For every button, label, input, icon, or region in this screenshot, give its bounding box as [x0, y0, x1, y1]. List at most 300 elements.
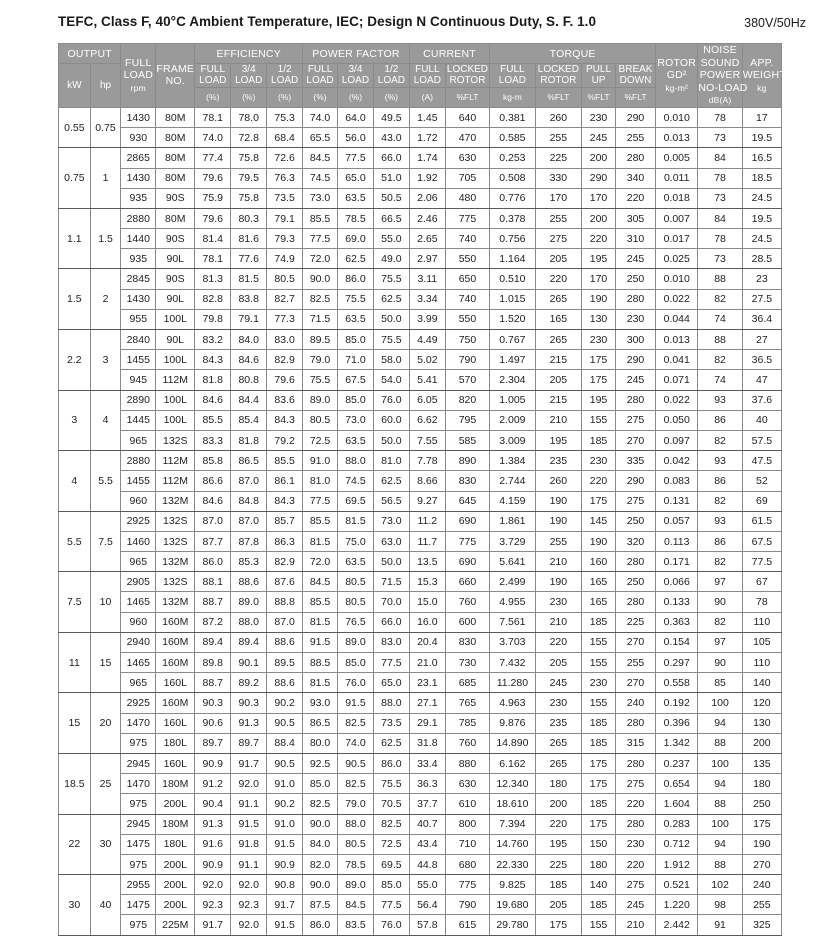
table-cell: 85.0 [337, 653, 373, 673]
table-cell: 75.9 [195, 188, 231, 208]
table-cell: 975 [121, 733, 156, 753]
table-cell: 0.767 [490, 330, 535, 350]
table-cell: 180L [156, 834, 195, 854]
table-cell: 92.5 [303, 753, 338, 773]
table-cell: 2.009 [490, 410, 535, 430]
table-cell: 130 [742, 713, 781, 733]
table-cell: 0.010 [656, 107, 698, 127]
table-cell: 86.6 [195, 471, 231, 491]
table-cell: 90.5 [337, 753, 373, 773]
table-cell: 86.0 [337, 269, 373, 289]
table-cell: 89.0 [337, 632, 373, 652]
table-cell: 280 [615, 289, 655, 309]
output-kw-cell: 4 [59, 451, 91, 512]
table-cell: 21.0 [409, 653, 445, 673]
table-cell: 91.3 [195, 814, 231, 834]
table-cell: 86.5 [231, 451, 267, 471]
table-cell: 19.5 [742, 128, 781, 148]
table-cell: 82.5 [337, 774, 373, 794]
table-cell: 245 [615, 370, 655, 390]
table-cell: 205 [535, 653, 582, 673]
output-kw-cell: 0.75 [59, 148, 91, 209]
table-cell: 90.9 [195, 753, 231, 773]
table-cell: 77.6 [231, 249, 267, 269]
table-cell: 132M [156, 592, 195, 612]
table-cell: 29.1 [409, 713, 445, 733]
table-cell: 82 [698, 612, 742, 632]
table-cell: 76.3 [267, 168, 303, 188]
table-row [59, 330, 782, 350]
table-cell: 3.703 [490, 632, 535, 652]
table-cell: 585 [445, 430, 489, 450]
table-cell: 90.0 [303, 814, 338, 834]
table-cell: 935 [121, 249, 156, 269]
table-row [59, 410, 782, 430]
output-kw-cell: 30 [59, 875, 91, 936]
table-cell: 81.5 [303, 612, 338, 632]
table-cell: 0.066 [656, 572, 698, 592]
table-cell: 160M [156, 693, 195, 713]
table-cell: 94 [698, 834, 742, 854]
table-cell: 1.45 [409, 107, 445, 127]
table-cell: 6.162 [490, 753, 535, 773]
table-cell: 270 [615, 632, 655, 652]
output-hp-cell: 7.5 [90, 511, 121, 572]
table-cell: 80.5 [337, 592, 373, 612]
table-cell: 100 [698, 753, 742, 773]
table-cell: 82.9 [267, 552, 303, 572]
table-cell: 155 [582, 693, 616, 713]
table-cell: 2890 [121, 390, 156, 410]
table-cell: 82 [698, 552, 742, 572]
table-cell: 85.0 [337, 390, 373, 410]
table-cell: 200 [535, 794, 582, 814]
table-cell: 155 [582, 653, 616, 673]
current-full-load-header: FULL LOAD [409, 64, 445, 88]
unit-label: %FLT [582, 87, 616, 107]
table-cell: 63.5 [337, 430, 373, 450]
table-cell: 155 [582, 410, 616, 430]
table-cell: 215 [535, 390, 582, 410]
table-cell: 690 [445, 552, 489, 572]
table-cell: 73.5 [267, 188, 303, 208]
table-cell: 47.5 [742, 451, 781, 471]
table-cell: 1475 [121, 895, 156, 915]
table-cell: 0.042 [656, 451, 698, 471]
table-cell: 265 [535, 330, 582, 350]
table-cell: 93 [698, 390, 742, 410]
table-cell: 0.712 [656, 834, 698, 854]
table-cell: 90.5 [267, 713, 303, 733]
table-cell: 85.5 [303, 511, 338, 531]
table-cell: 83.0 [267, 330, 303, 350]
table-row [59, 592, 782, 612]
output-kw-cell: 0.55 [59, 107, 91, 147]
output-kw-cell: 1.1 [59, 208, 91, 269]
table-cell: 690 [445, 511, 489, 531]
table-cell: 2955 [121, 875, 156, 895]
table-cell: 245 [582, 128, 616, 148]
table-cell: 91.6 [195, 834, 231, 854]
table-row [59, 168, 782, 188]
table-cell: 72.5 [373, 834, 409, 854]
table-cell: 20.4 [409, 632, 445, 652]
table-cell: 67.5 [337, 370, 373, 390]
table-cell: 56.5 [373, 491, 409, 511]
power-factor-group-header: POWER FACTOR [303, 44, 410, 64]
table-cell: 62.5 [337, 249, 373, 269]
table-cell: 85.3 [231, 552, 267, 572]
table-cell: 80M [156, 128, 195, 148]
table-cell: 74.0 [303, 107, 338, 127]
table-cell: 88.0 [337, 814, 373, 834]
table-cell: 80.5 [267, 269, 303, 289]
table-cell: 240 [615, 693, 655, 713]
table-cell: 1470 [121, 713, 156, 733]
table-cell: 80M [156, 148, 195, 168]
table-cell: 270 [615, 673, 655, 693]
table-cell: 0.007 [656, 208, 698, 228]
table-cell: 220 [535, 632, 582, 652]
table-cell: 290 [615, 471, 655, 491]
table-cell: 91.3 [231, 713, 267, 733]
table-row [59, 491, 782, 511]
table-cell: 87.8 [231, 531, 267, 551]
table-cell: 180L [156, 733, 195, 753]
table-cell: 90L [156, 330, 195, 350]
table-cell: 245 [615, 249, 655, 269]
table-cell: 4.963 [490, 693, 535, 713]
table-cell: 140 [742, 673, 781, 693]
table-cell: 88 [698, 854, 742, 874]
table-cell: 470 [445, 128, 489, 148]
table-row [59, 854, 782, 874]
table-cell: 24.5 [742, 188, 781, 208]
table-cell: 82.8 [195, 289, 231, 309]
table-cell: 225M [156, 915, 195, 935]
table-cell: 88 [698, 269, 742, 289]
table-cell: 660 [445, 572, 489, 592]
table-cell: 75.5 [373, 330, 409, 350]
table-cell: 97 [698, 632, 742, 652]
table-cell: 73 [698, 188, 742, 208]
table-cell: 175 [535, 915, 582, 935]
table-cell: 83.8 [231, 289, 267, 309]
table-cell: 975 [121, 915, 156, 935]
table-cell: 47 [742, 370, 781, 390]
table-row [59, 249, 782, 269]
table-row [59, 733, 782, 753]
table-cell: 0.097 [656, 430, 698, 450]
table-cell: 230 [615, 309, 655, 329]
table-cell: 265 [535, 753, 582, 773]
table-cell: 87.6 [267, 572, 303, 592]
table-cell: 1.164 [490, 249, 535, 269]
table-cell: 63.5 [337, 552, 373, 572]
output-kw-cell: 2.2 [59, 330, 91, 391]
torque-full-load-header: FULL LOAD [490, 64, 535, 88]
table-cell: 965 [121, 673, 156, 693]
table-cell: 0.521 [656, 875, 698, 895]
table-cell: 80.5 [303, 410, 338, 430]
table-cell: 84 [698, 148, 742, 168]
table-cell: 265 [535, 289, 582, 309]
table-cell: 82 [698, 491, 742, 511]
table-cell: 98 [698, 895, 742, 915]
output-hp-cell: 4 [90, 390, 121, 451]
table-cell: 85.5 [195, 410, 231, 430]
table-cell: 2.97 [409, 249, 445, 269]
table-cell: 140 [582, 875, 616, 895]
table-cell: 93 [698, 511, 742, 531]
table-cell: 2925 [121, 693, 156, 713]
table-cell: 175 [582, 814, 616, 834]
table-cell: 57.8 [409, 915, 445, 935]
table-cell: 0.044 [656, 309, 698, 329]
table-cell: 79.6 [195, 168, 231, 188]
table-row [59, 430, 782, 450]
table-cell: 83.6 [267, 390, 303, 410]
table-cell: 89.7 [231, 733, 267, 753]
table-row [59, 693, 782, 713]
table-cell: 760 [445, 733, 489, 753]
table-cell: 220 [582, 471, 616, 491]
table-cell: 16.5 [742, 148, 781, 168]
output-hp-cell: 40 [90, 875, 121, 936]
table-cell: 2880 [121, 208, 156, 228]
table-cell: 73.0 [303, 188, 338, 208]
table-cell: 305 [615, 208, 655, 228]
table-cell: 15.3 [409, 572, 445, 592]
table-cell: 205 [535, 895, 582, 915]
table-cell: 94 [698, 713, 742, 733]
table-cell: 310 [615, 229, 655, 249]
table-cell: 84.5 [303, 572, 338, 592]
table-cell: 86.0 [195, 552, 231, 572]
table-cell: 81.3 [195, 269, 231, 289]
table-cell: 2.06 [409, 188, 445, 208]
table-cell: 11.280 [490, 673, 535, 693]
table-row [59, 572, 782, 592]
table-cell: 2.442 [656, 915, 698, 935]
pf-full-load-header: FULL LOAD [303, 64, 338, 88]
table-cell: 2.46 [409, 208, 445, 228]
table-cell: 2880 [121, 451, 156, 471]
table-cell: 230 [535, 693, 582, 713]
torque-locked-rotor-header: LOCKED ROTOR [535, 64, 582, 88]
table-cell: 255 [535, 128, 582, 148]
table-cell: 76.0 [373, 915, 409, 935]
table-cell: 88.5 [303, 653, 338, 673]
table-cell: 4.49 [409, 330, 445, 350]
table-cell: 16.0 [409, 612, 445, 632]
table-cell: 1430 [121, 168, 156, 188]
table-cell: 84.5 [303, 148, 338, 168]
table-cell: 680 [445, 854, 489, 874]
table-cell: 2905 [121, 572, 156, 592]
table-cell: 170 [535, 188, 582, 208]
table-cell: 85.0 [337, 330, 373, 350]
table-cell: 0.283 [656, 814, 698, 834]
table-cell: 480 [445, 188, 489, 208]
table-cell: 27.1 [409, 693, 445, 713]
table-cell: 78.5 [337, 854, 373, 874]
output-hp-cell: 25 [90, 753, 121, 814]
table-cell: 73 [698, 128, 742, 148]
table-cell: 280 [615, 814, 655, 834]
table-cell: 180 [535, 774, 582, 794]
table-cell: 87.2 [195, 612, 231, 632]
table-cell: 63.5 [337, 188, 373, 208]
table-cell: 50.0 [373, 552, 409, 572]
table-cell: 645 [445, 491, 489, 511]
table-cell: 86.3 [267, 531, 303, 551]
table-cell: 160M [156, 632, 195, 652]
output-kw-cell: 18.5 [59, 753, 91, 814]
table-cell: 290 [615, 107, 655, 127]
table-cell: 265 [535, 733, 582, 753]
output-hp-cell: 30 [90, 814, 121, 875]
table-cell: 155 [582, 915, 616, 935]
table-cell: 78.1 [195, 249, 231, 269]
table-cell: 77.4 [195, 148, 231, 168]
table-row [59, 794, 782, 814]
table-cell: 79.8 [195, 309, 231, 329]
table-cell: 0.133 [656, 592, 698, 612]
table-cell: 165 [535, 309, 582, 329]
table-cell: 1.604 [656, 794, 698, 814]
table-cell: 14.760 [490, 834, 535, 854]
table-cell: 36.3 [409, 774, 445, 794]
table-cell: 550 [445, 249, 489, 269]
table-cell: 170 [582, 188, 616, 208]
table-cell: 40.7 [409, 814, 445, 834]
table-cell: 185 [582, 895, 616, 915]
table-cell: 2.65 [409, 229, 445, 249]
table-cell: 6.62 [409, 410, 445, 430]
table-row [59, 632, 782, 652]
table-cell: 89.8 [195, 653, 231, 673]
table-cell: 62.5 [373, 289, 409, 309]
table-row [59, 875, 782, 895]
table-cell: 88 [698, 330, 742, 350]
table-cell: 50.0 [373, 309, 409, 329]
output-group-header: OUTPUT [59, 44, 121, 64]
table-cell: 82.0 [303, 854, 338, 874]
table-cell: 90L [156, 249, 195, 269]
table-cell: 132S [156, 430, 195, 450]
table-cell: 250 [615, 269, 655, 289]
table-row [59, 107, 782, 127]
table-cell: 80M [156, 168, 195, 188]
table-row [59, 148, 782, 168]
table-cell: 88.7 [195, 592, 231, 612]
table-cell: 210 [535, 612, 582, 632]
table-cell: 88.0 [231, 612, 267, 632]
table-cell: 185 [582, 430, 616, 450]
table-cell: 0.510 [490, 269, 535, 289]
unit-label: (%) [267, 87, 303, 107]
table-cell: 200L [156, 895, 195, 915]
table-cell: 1.015 [490, 289, 535, 309]
table-cell: 290 [615, 350, 655, 370]
table-cell: 84.3 [267, 410, 303, 430]
table-cell: 270 [742, 854, 781, 874]
table-cell: 7.432 [490, 653, 535, 673]
table-row [59, 229, 782, 249]
table-cell: 0.558 [656, 673, 698, 693]
table-cell: 73 [698, 249, 742, 269]
table-cell: 74.0 [195, 128, 231, 148]
table-row [59, 309, 782, 329]
table-cell: 75.8 [231, 148, 267, 168]
table-cell: 175 [582, 370, 616, 390]
table-cell: 0.131 [656, 491, 698, 511]
table-cell: 760 [445, 592, 489, 612]
table-cell: 0.041 [656, 350, 698, 370]
table-cell: 83.3 [195, 430, 231, 450]
table-cell: 1460 [121, 531, 156, 551]
table-cell: 50.5 [373, 188, 409, 208]
table-cell: 775 [445, 208, 489, 228]
torque-break-down-header: BREAK DOWN [615, 64, 655, 88]
table-cell: 280 [615, 713, 655, 733]
table-cell: 92.0 [231, 875, 267, 895]
table-cell: 0.253 [490, 148, 535, 168]
table-cell: 185 [582, 794, 616, 814]
table-cell: 78 [742, 592, 781, 612]
table-cell: 79.5 [231, 168, 267, 188]
table-cell: 230 [582, 330, 616, 350]
table-cell: 75.5 [373, 269, 409, 289]
table-cell: 9.876 [490, 713, 535, 733]
table-cell: 280 [615, 592, 655, 612]
table-cell: 270 [615, 430, 655, 450]
table-cell: 89.0 [231, 592, 267, 612]
table-cell: 73.5 [373, 713, 409, 733]
table-cell: 88.8 [267, 592, 303, 612]
table-cell: 37.7 [409, 794, 445, 814]
table-cell: 112M [156, 451, 195, 471]
table-cell: 89.0 [303, 390, 338, 410]
table-cell: 84.6 [195, 491, 231, 511]
table-cell: 1.92 [409, 168, 445, 188]
table-cell: 160L [156, 753, 195, 773]
table-cell: 91.5 [337, 693, 373, 713]
table-cell: 79.1 [231, 309, 267, 329]
table-cell: 86 [698, 471, 742, 491]
torque-pull-up-header: PULL UP [582, 64, 616, 88]
table-cell: 81.8 [231, 430, 267, 450]
speed-column-header: FULL LOAD rpm [121, 44, 156, 108]
table-cell: 190 [535, 572, 582, 592]
table-cell: 965 [121, 430, 156, 450]
table-cell: 105 [742, 632, 781, 652]
table-cell: 205 [535, 370, 582, 390]
table-cell: 615 [445, 915, 489, 935]
table-cell: 19.680 [490, 895, 535, 915]
table-cell: 785 [445, 713, 489, 733]
table-cell: 77.3 [267, 309, 303, 329]
table-cell: 165 [582, 572, 616, 592]
eff-3-4-load-header: 3/4 LOAD [231, 64, 267, 88]
table-cell: 65.5 [303, 128, 338, 148]
table-cell: 23.1 [409, 673, 445, 693]
table-cell: 62.5 [373, 471, 409, 491]
table-cell: 685 [445, 673, 489, 693]
table-cell: 195 [535, 834, 582, 854]
table-cell: 740 [445, 229, 489, 249]
